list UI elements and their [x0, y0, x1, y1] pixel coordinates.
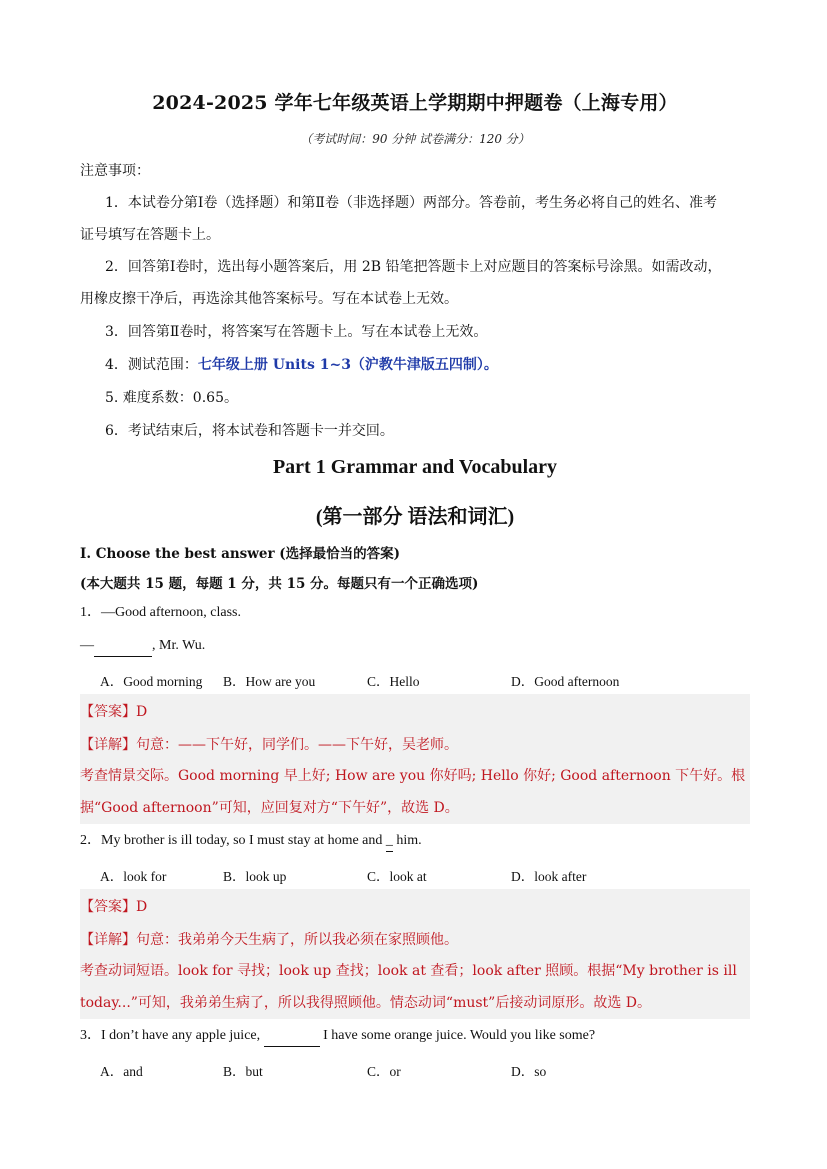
note-4-label: 4．测试范围：: [105, 357, 198, 373]
answer-value: D: [136, 899, 148, 915]
question-1-option-d: D．Good afternoon: [511, 674, 620, 689]
question-2-stem-prefix: 2．My brother is ill today, so I must stay at home and: [80, 833, 386, 848]
note-4: [105, 355, 775, 375]
question-3-stem-suffix: I have some orange juice. Would you like some?: [319, 1028, 596, 1043]
page-title: 2024-2025 学年七年级英语上学期期中押题卷（上海专用）: [152, 92, 678, 114]
notes-heading: 注意事项：: [80, 163, 150, 179]
question-1-stem: 1．—Good afternoon, class.: [80, 605, 241, 620]
question-1-reply-suffix: , Mr. Wu.: [152, 638, 206, 653]
question-2-answer: [80, 896, 147, 916]
detail-label: 【详解】: [80, 932, 136, 948]
question-1-answer: [80, 701, 147, 721]
question-1-dash: —: [80, 638, 94, 653]
note-2-line-2: 用橡皮擦干净后，再选涂其他答案标号。写在本试卷上无效。: [80, 291, 458, 307]
question-3-option-a: A．and: [100, 1064, 143, 1079]
question-2-stem: [80, 831, 750, 852]
question-1-detail: [80, 734, 458, 754]
note-3: 3．回答第Ⅱ卷时，将答案写在答题卡上。写在本试卷上无效。: [105, 324, 488, 340]
exam-info: （考试时间：90 分钟 试卷满分：120 分）: [300, 132, 530, 146]
answer-blank: _: [386, 831, 393, 852]
section-heading: I. Choose the best answer (选择最恰当的答案): [80, 546, 401, 562]
question-1-option-b: B．How are you: [223, 674, 316, 689]
question-1-explanation: 考查情景交际。Good morning 早上好; How are you 你好吗; Hello 你好; Good afternoon 下午好。根据“Good afternoon”可知，应回复对方“下午好”，故选 D。: [80, 768, 746, 816]
question-1-option-a: A．Good morning: [100, 674, 203, 689]
question-2-option-d: D．look after: [511, 869, 587, 884]
detail-label: 【详解】: [80, 737, 136, 753]
answer-label: 【答案】: [80, 704, 136, 720]
question-1-reply: [80, 636, 750, 657]
question-1-answer-box: [80, 694, 750, 824]
answer-blank: [264, 1026, 320, 1047]
answer-label: 【答案】: [80, 899, 136, 915]
section-rule: (本大题共 15 题，每题 1 分，共 15 分。每题只有一个正确选项): [80, 576, 479, 592]
detail-translation: 句意：我弟弟今天生病了，所以我必须在家照顾他。: [136, 932, 458, 948]
test-range: 七年级上册 Units 1~3（沪教牛津版五四制）。: [197, 357, 498, 373]
question-2-option-b: B．look up: [223, 869, 287, 884]
question-3-stem-prefix: 3．I don’t have any apple juice,: [80, 1028, 264, 1043]
question-2-option-c: C．look at: [367, 869, 427, 884]
part-title-en: Part 1 Grammar and Vocabulary: [272, 456, 558, 478]
detail-translation: 句意：——下午好，同学们。——下午好，吴老师。: [136, 737, 458, 753]
question-1-option-c: C．Hello: [367, 674, 420, 689]
question-3-option-c: C．or: [367, 1064, 401, 1079]
question-2-detail: [80, 929, 458, 949]
question-2-answer-box: [80, 889, 750, 1019]
answer-blank: [94, 636, 152, 657]
note-5: 5. 难度系数：0.65。: [105, 390, 238, 406]
note-1-line-2: 证号填写在答题卡上。: [80, 227, 220, 243]
note-2-line-1: 2．回答第Ⅰ卷时，选出每小题答案后，用 2B 铅笔把答题卡上对应题目的答案标号涂黑。如需改动，: [105, 259, 722, 275]
note-6: 6．考试结束后，将本试卷和答题卡一并交回。: [105, 423, 394, 439]
question-2-explanation: 考查动词短语。look for 寻找；look up 查找；look at 查看；look after 照顾。根据“My brother is ill today...”可知，我弟弟生病了，所以我得照顾他。情态动词“must”后接动词原形。故选 D。: [80, 963, 737, 1011]
answer-value: D: [136, 704, 148, 720]
question-2-stem-suffix: him.: [392, 833, 422, 848]
question-3-option-d: D．so: [511, 1064, 547, 1079]
part-title-cn: (第一部分 语法和词汇): [315, 506, 515, 528]
question-3-option-b: B．but: [223, 1064, 263, 1079]
question-2-option-a: A．look for: [100, 869, 167, 884]
note-1-line-1: 1．本试卷分第Ⅰ卷（选择题）和第Ⅱ卷（非选择题）两部分。答卷前，考生务必将自己的姓名、准考: [105, 195, 717, 211]
question-3-stem: [80, 1026, 750, 1047]
